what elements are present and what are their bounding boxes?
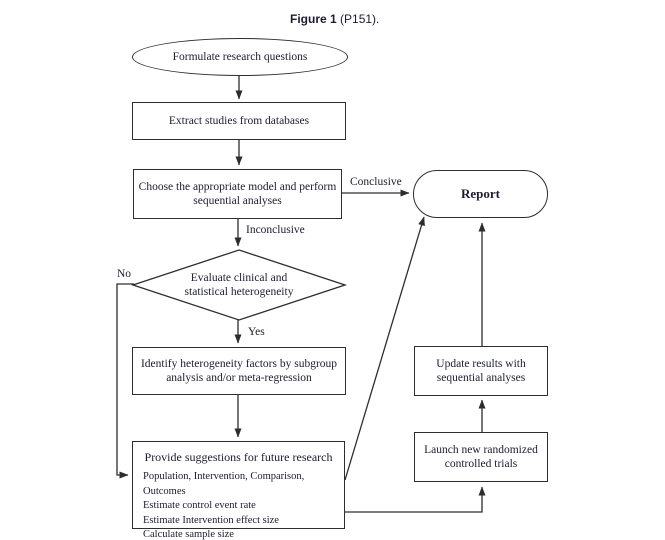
edge-label-conclusive: Conclusive bbox=[350, 176, 402, 188]
node-launch-line-1: Launch new randomized bbox=[424, 444, 538, 456]
edge-provide-to-launch bbox=[345, 487, 482, 512]
node-launch-line-2: controlled trials bbox=[444, 458, 518, 470]
figure-caption-page: (P151). bbox=[336, 12, 380, 26]
node-provide-item-list bbox=[133, 470, 344, 540]
edge-label-no: No bbox=[117, 268, 132, 280]
node-update-results bbox=[414, 346, 548, 396]
node-evaluate-line-1: Evaluate clinical and bbox=[190, 272, 288, 284]
node-choose-line-2: sequential analyses bbox=[193, 195, 282, 207]
node-provide-item-sample-size: Calculate sample size bbox=[143, 529, 234, 540]
node-identify-line-2: analysis and/or meta-regression bbox=[166, 372, 312, 384]
node-choose-model bbox=[133, 169, 342, 219]
node-provide-item-pico: Population, Intervention, Comparison, Outcomes bbox=[143, 471, 305, 497]
node-formulate-label: Formulate research questions bbox=[172, 51, 308, 63]
node-choose-line-1: Choose the appropriate model and perform bbox=[138, 181, 337, 193]
node-launch-new-trials bbox=[414, 432, 548, 482]
edge-provide-to-report-diagonal bbox=[345, 217, 424, 480]
edge-label-yes: Yes bbox=[248, 326, 265, 338]
node-identify-line-1: Identify heterogeneity factors by subgroup bbox=[140, 358, 338, 370]
edge-label-inconclusive: Inconclusive bbox=[246, 224, 305, 236]
node-report bbox=[413, 170, 548, 218]
node-evaluate-heterogeneity bbox=[149, 271, 329, 299]
node-update-line-1: Update results with bbox=[436, 358, 526, 370]
figure-caption-number: Figure 1 bbox=[290, 12, 337, 26]
node-provide-item-effect-size: Estimate Intervention effect size bbox=[143, 514, 279, 526]
node-evaluate-line-2: statistical heterogeneity bbox=[184, 286, 294, 298]
node-update-line-2: sequential analyses bbox=[436, 372, 526, 384]
node-formulate-research-questions bbox=[132, 38, 348, 76]
figure-caption bbox=[290, 12, 379, 26]
node-extract-label: Extract studies from databases bbox=[168, 115, 310, 127]
node-extract-studies bbox=[132, 102, 346, 140]
node-provide-heading: Provide suggestions for future research bbox=[144, 450, 333, 464]
node-report-label: Report bbox=[461, 186, 500, 201]
node-provide-item-control-rate: Estimate control event rate bbox=[143, 500, 256, 511]
node-provide-suggestions bbox=[132, 441, 345, 540]
node-identify-heterogeneity-factors bbox=[132, 347, 346, 395]
